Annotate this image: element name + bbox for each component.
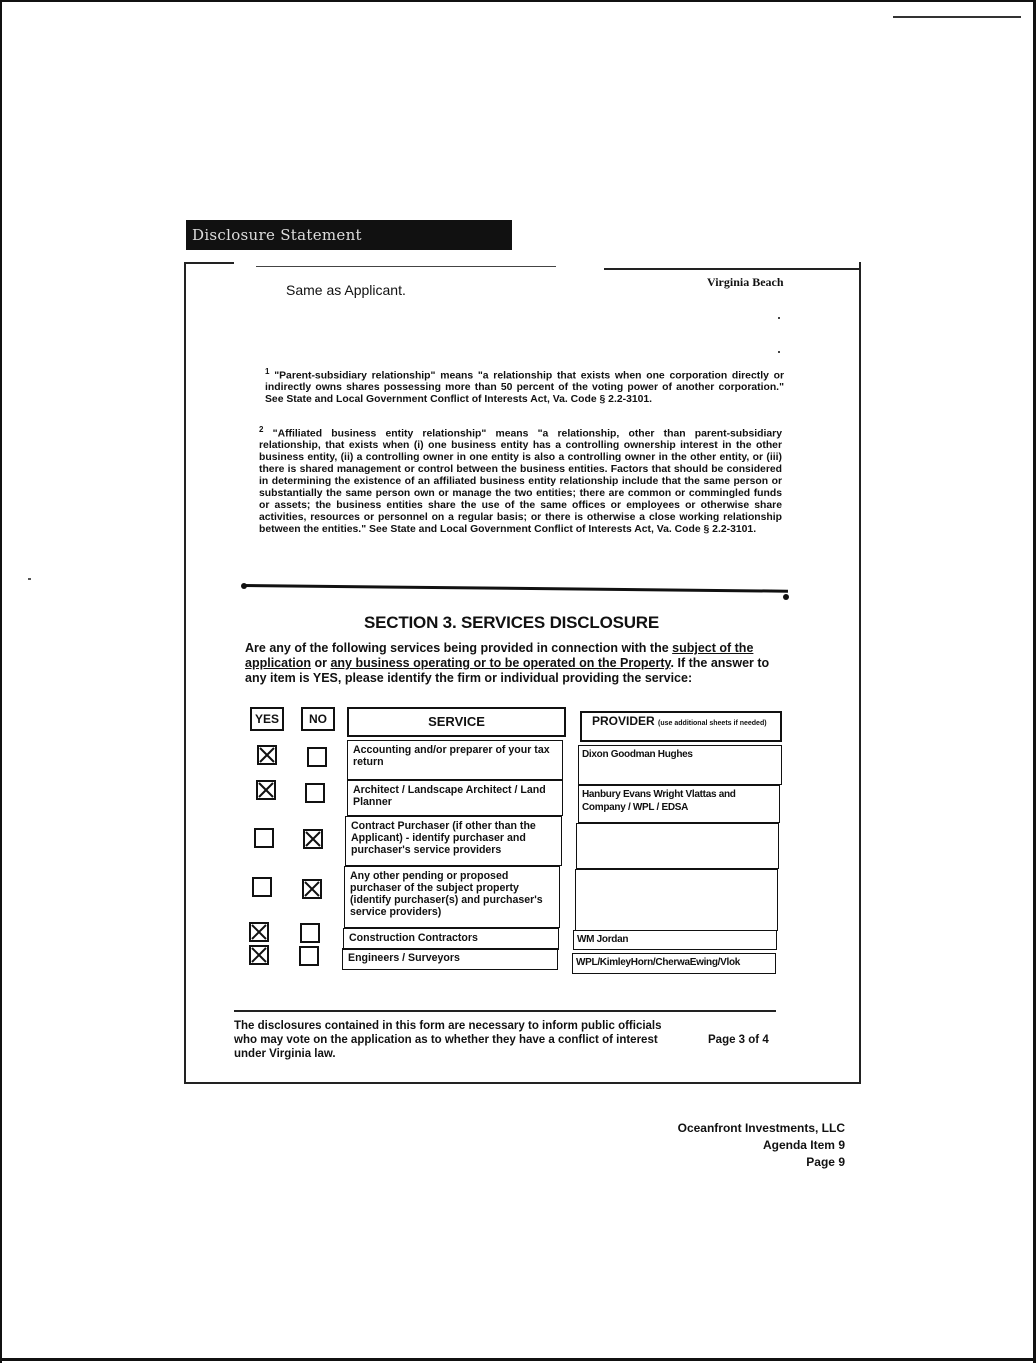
provider-cell (576, 823, 779, 869)
check-x-icon (304, 881, 320, 897)
provider-cell (575, 869, 778, 931)
column-service: SERVICE (347, 707, 566, 737)
footnote-1: $^1$ "Parent-subsidiary relationship" means "a relationship that exists when one corporation directly or indirectly owns shares possessing more than 50 percent of the voting power of another corporation." See State and Local Government Conflict of Interests Act, Va. Code § 2.2-3101. (265, 367, 784, 406)
no-checkbox[interactable] (307, 747, 327, 767)
check-x-icon (305, 831, 321, 847)
service-cell: Engineers / Surveyors (342, 948, 558, 970)
agenda-item: Agenda Item 9 (762, 1138, 845, 1152)
divider-end (241, 583, 247, 589)
no-checkbox[interactable] (300, 923, 320, 943)
check-x-icon (258, 782, 274, 798)
yes-checkbox[interactable] (254, 828, 274, 848)
column-no: NO (301, 707, 335, 731)
service-cell: Accounting and/or preparer of your tax return (347, 740, 563, 780)
service-cell: Any other pending or proposed purchaser of the subject property (identify purchaser(s) and purchaser's service providers) (344, 866, 560, 928)
yes-checkbox[interactable] (256, 780, 276, 800)
column-provider: PROVIDER (use additional sheets if needed) (580, 711, 782, 742)
provider-cell: WM Jordan (573, 930, 777, 950)
service-cell: Construction Contractors (343, 928, 559, 950)
yes-checkbox[interactable] (252, 877, 272, 897)
section-title: SECTION 3. SERVICES DISCLOSURE (364, 613, 660, 632)
page-border-top (0, 0, 1036, 2)
yes-checkbox[interactable] (257, 745, 277, 765)
no-checkbox[interactable] (305, 783, 325, 803)
provider-cell: WPL/KimleyHorn/CherwaEwing/Vlok (572, 953, 776, 974)
intro-underline: any business operating or to be operated on the Property (330, 656, 671, 670)
section-intro: Are any of the following services being provided in connection with the subject of the application or any business operating or to be operated on the Property. If the answer to any item is YES, please identify the firm or individual providing the service: (245, 641, 770, 685)
disclosure-header: Disclosure Statement (186, 220, 512, 250)
service-cell: Contract Purchaser (if other than the Applicant) - identify purchaser and purchaser's service providers (345, 816, 562, 866)
box-top-rule (184, 262, 234, 264)
no-checkbox[interactable] (302, 879, 322, 899)
provider-cell: Hanbury Evans Wright Vlattas and Company / WPL / EDSA (578, 785, 780, 823)
box-top-rule (604, 268, 861, 270)
footnote-2: $^2$ "Affiliated business entity relationship" means "a relationship, other than parent-subsidiary relationship, that exists when (i) one business entity has a controlling ownership interest in the other business entity, (ii) a controlling owner in one entity is also a controlling owner in the other entity, or (iii) there is shared management or control between the business entities. Factors that should be considered in determining the existence of an affiliated business entity relationship include that the same person or substantially the same person own or manage the two entities; there are common or commingled funds or assets; the business entities share the use of the same offices or employees or otherwise share activities, resources or personnel on a regular basis; or there is otherwise a close working relationship between the entities." See State and Local Government Conflict of Interests Act, Va. Code § 2.2-3101. (259, 425, 782, 535)
check-x-icon (259, 747, 275, 763)
page-border-bottom (0, 1358, 1036, 1361)
agenda-company: Oceanfront Investments, LLC (677, 1121, 845, 1135)
yes-checkbox[interactable] (249, 945, 269, 965)
scan-speck (28, 578, 31, 580)
page-border-left (0, 0, 2, 1363)
location-label: Virginia Beach (707, 275, 784, 289)
box-top-rule (256, 266, 556, 267)
yes-checkbox[interactable] (249, 922, 269, 942)
same-as-applicant: Same as Applicant. (286, 282, 406, 298)
column-yes: YES (250, 707, 284, 731)
no-checkbox[interactable] (303, 829, 323, 849)
footer-note: The disclosures contained in this form are necessary to inform public officials who may vote on the application as to whether they have a conflict of interest under Virginia law. (234, 1020, 662, 1060)
provider-note: (use additional sheets if needed) (658, 720, 767, 727)
no-checkbox[interactable] (299, 946, 319, 966)
footer-rule (234, 1010, 776, 1012)
service-cell: Architect / Landscape Architect / Land Planner (347, 780, 563, 816)
corner-rule (893, 16, 1021, 18)
divider-end (783, 594, 789, 600)
scan-speck (778, 317, 780, 319)
agenda-stamp (640, 1120, 845, 1171)
provider-cell: Dixon Goodman Hughes (578, 745, 782, 785)
check-x-icon (251, 924, 267, 940)
agenda-page: Page 9 (806, 1155, 845, 1169)
check-x-icon (251, 947, 267, 963)
scan-speck (778, 351, 780, 353)
intro-underline: subject of the application (245, 641, 754, 670)
page-number: Page 3 of 4 (708, 1034, 769, 1046)
